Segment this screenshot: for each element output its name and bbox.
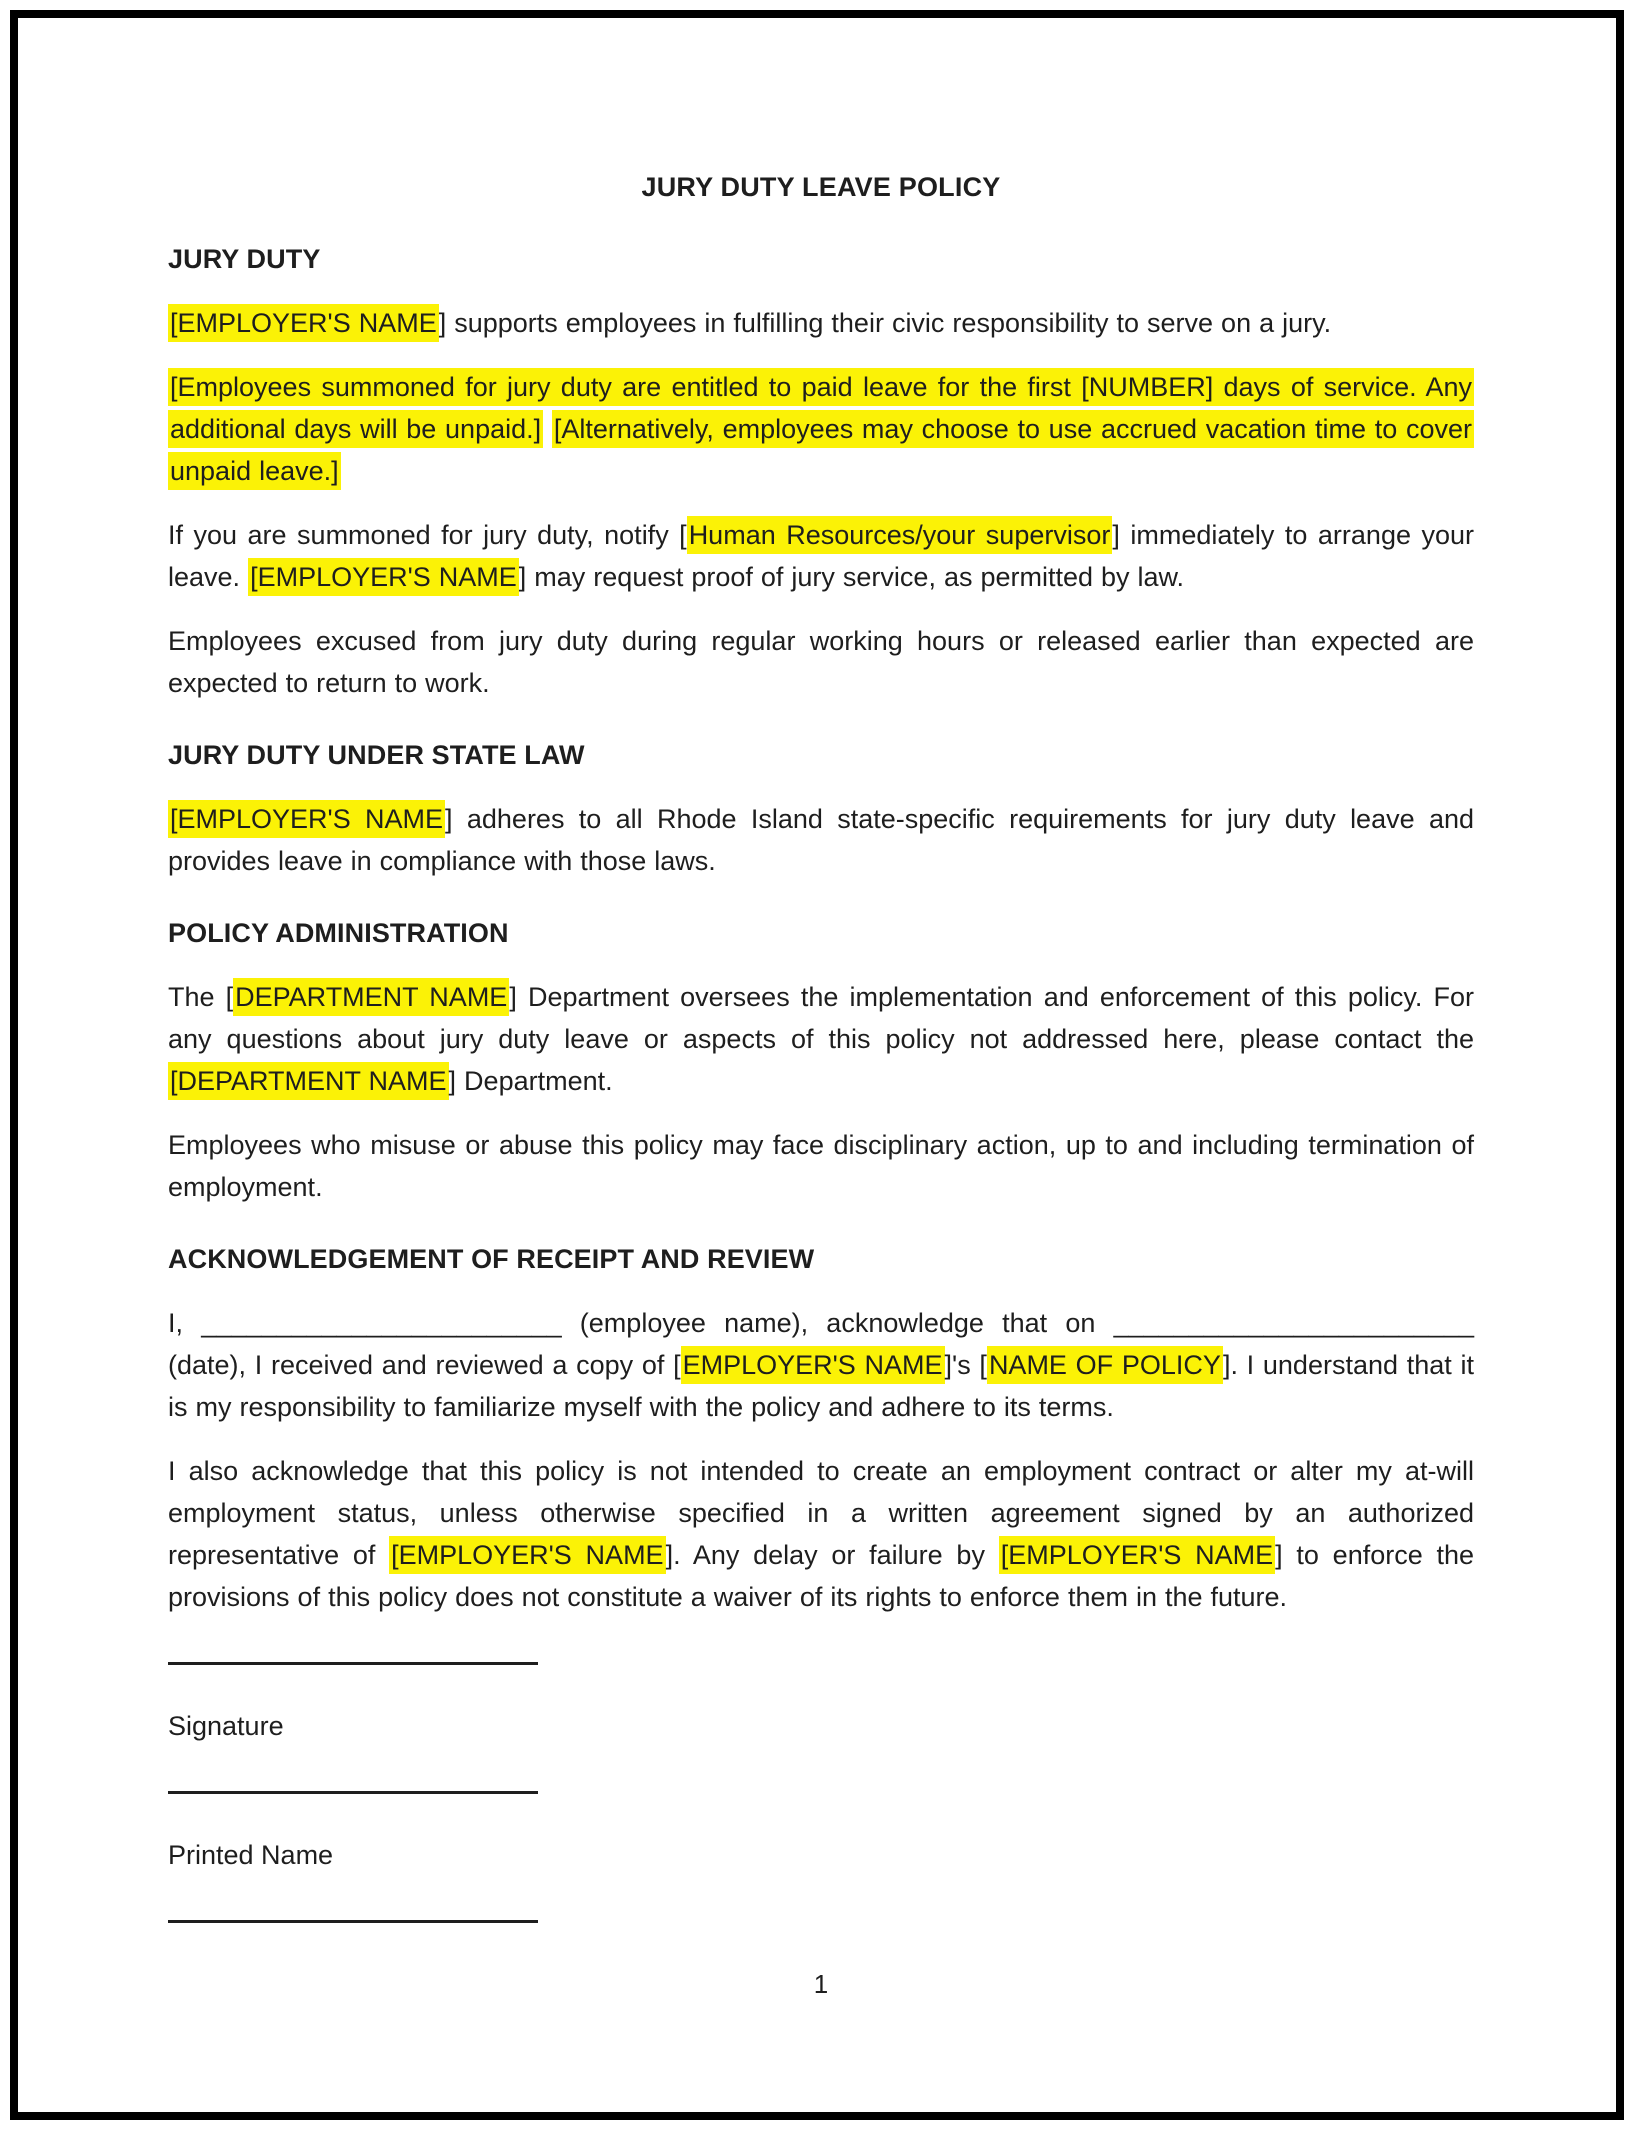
section-heading: POLICY ADMINISTRATION — [168, 918, 509, 948]
highlighted-placeholder: [EMPLOYER'S NAME — [248, 558, 519, 596]
highlighted-placeholder: [EMPLOYER'S NAME — [168, 304, 439, 342]
paragraph: Employees who misuse or abuse this policy may face disciplinary action, up to and including termination of employment. — [168, 1130, 1474, 1202]
highlighted-placeholder: DEPARTMENT NAME — [233, 978, 509, 1016]
highlighted-placeholder: [DEPARTMENT NAME — [168, 1062, 449, 1100]
section-heading: JURY DUTY UNDER STATE LAW — [168, 740, 585, 770]
printed-name-label: Printed Name — [168, 1840, 334, 1870]
paragraph: I, ________________________ (employee name), acknowledge that on ________________________ (date), I received and reviewed a copy of [EMPLOYER'S NAME]'s [NAME OF POLICY]. I understand that it is my responsibility to familiarize myself with the policy and adhere to its terms. — [168, 1308, 1474, 1422]
paragraph: [EMPLOYER'S NAME] supports employees in fulfilling their civic responsibility to serve on a jury. — [168, 302, 1474, 344]
paragraph: I also acknowledge that this policy is not intended to create an employment contract or alter my at-will employment status, unless otherwise specified in a written agreement signed by an authorized representative of [EMPLOYER'S NAME]. Any delay or failure by [EMPLOYER'S NAME] to enforce the provisions of this policy does not constitute a waiver of its rights to enforce them in the future. — [168, 1456, 1475, 1612]
paragraph — [168, 366, 1474, 492]
signature-label: Signature — [168, 1711, 284, 1741]
highlighted-placeholder: Human Resources/your supervisor — [687, 516, 1113, 554]
paragraph: Employees excused from jury duty during regular working hours or released earlier than expected are expected to return to work. — [168, 626, 1474, 698]
extra-blank-line — [168, 1920, 538, 1923]
paragraph: The [DEPARTMENT NAME] Department oversees the implementation and enforcement of this policy. For any questions about jury duty leave or aspects of this policy not addressed here, please contact the [DEPARTMENT NAME] Department. — [168, 976, 1474, 1102]
highlighted-placeholder: [EMPLOYER'S NAME — [389, 1536, 665, 1574]
highlighted-placeholder: [Alternatively, employees may choose to use accrued vacation time to cover unpaid leave.] — [168, 410, 1474, 490]
signature-line — [168, 1662, 538, 1665]
section-heading: ACKNOWLEDGEMENT OF RECEIPT AND REVIEW — [168, 1244, 815, 1274]
highlighted-placeholder: NAME OF POLICY — [987, 1346, 1223, 1384]
section-heading: JURY DUTY — [168, 244, 321, 274]
page-number: 1 — [813, 1969, 829, 1999]
printed-name-line — [168, 1791, 538, 1794]
page-content — [168, 0, 1474, 2005]
highlighted-placeholder: [EMPLOYER'S NAME — [999, 1536, 1275, 1574]
document-title: JURY DUTY LEAVE POLICY — [641, 172, 1001, 202]
highlighted-placeholder: [EMPLOYER'S NAME — [168, 800, 445, 838]
document-blocks — [168, 238, 1474, 1618]
paragraph: If you are summoned for jury duty, notify [Human Resources/your supervisor] immediately to arrange your leave. [EMPLOYER'S NAME] may request proof of jury service, as permitted by law. — [168, 514, 1474, 598]
highlighted-placeholder: EMPLOYER'S NAME — [681, 1346, 945, 1384]
highlighted-placeholder: [Employees summoned for jury duty are entitled to paid leave for the first [NUMBER] days of service. Any additional days will be unpaid.] — [168, 368, 1474, 448]
paragraph: [EMPLOYER'S NAME] adheres to all Rhode Island state-specific requirements for jury duty leave and provides leave in compliance with those laws. — [168, 798, 1474, 882]
